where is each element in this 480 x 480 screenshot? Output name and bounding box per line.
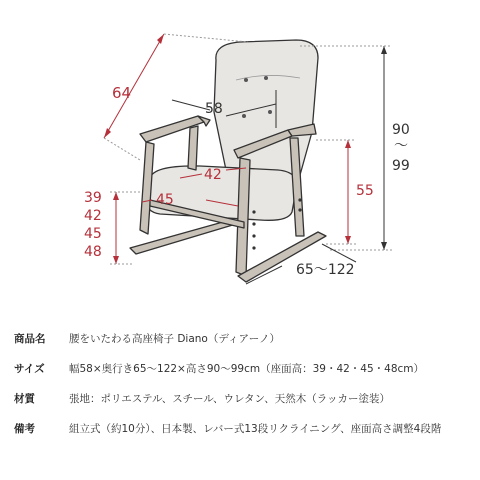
spec-label: 備考	[14, 423, 35, 435]
spec-value: 張地：ポリエステル、スチール、ウレタン、天然木（ラッカー塗装）	[69, 393, 390, 405]
dim-seat-height-3: 45	[84, 226, 102, 242]
dim-seat-width: 58	[205, 101, 223, 117]
chair-illustration	[130, 40, 326, 282]
dim-back-height: 64	[112, 84, 132, 102]
spec-value: 幅58×奥行き65～122×高さ90～99cm（座面高：39・42・45・48cm）	[69, 363, 425, 375]
spec-label: サイズ	[14, 363, 45, 375]
dim-seat-height-1: 39	[84, 190, 102, 206]
spec-value: 腰をいたわる高座椅子 Diano（ディアーノ）	[69, 333, 280, 345]
dim-arm-depth: 42	[204, 167, 222, 183]
spec-row-size	[14, 362, 474, 392]
dim-seat-depth: 45	[156, 192, 174, 208]
dim-total-height-max: 99	[392, 158, 410, 174]
dim-depth-range: 65～122	[296, 262, 355, 278]
dim-arm-height: 55	[356, 183, 374, 199]
spec-row-product-name	[14, 332, 474, 362]
dim-seat-height-2: 42	[84, 208, 102, 224]
spec-table	[14, 332, 474, 452]
spec-row-material	[14, 392, 474, 422]
spec-label: 材質	[14, 393, 35, 405]
dim-seat-height-4: 48	[84, 244, 102, 260]
dim-total-height-min: 90	[392, 122, 410, 138]
spec-label: 商品名	[14, 333, 46, 345]
spec-row-notes	[14, 422, 474, 452]
dim-total-height-tilde: ～	[394, 138, 408, 154]
spec-value: 組立式（約10分）、日本製、レバー式13段リクライニング、座面高さ調整4段階	[69, 423, 442, 435]
